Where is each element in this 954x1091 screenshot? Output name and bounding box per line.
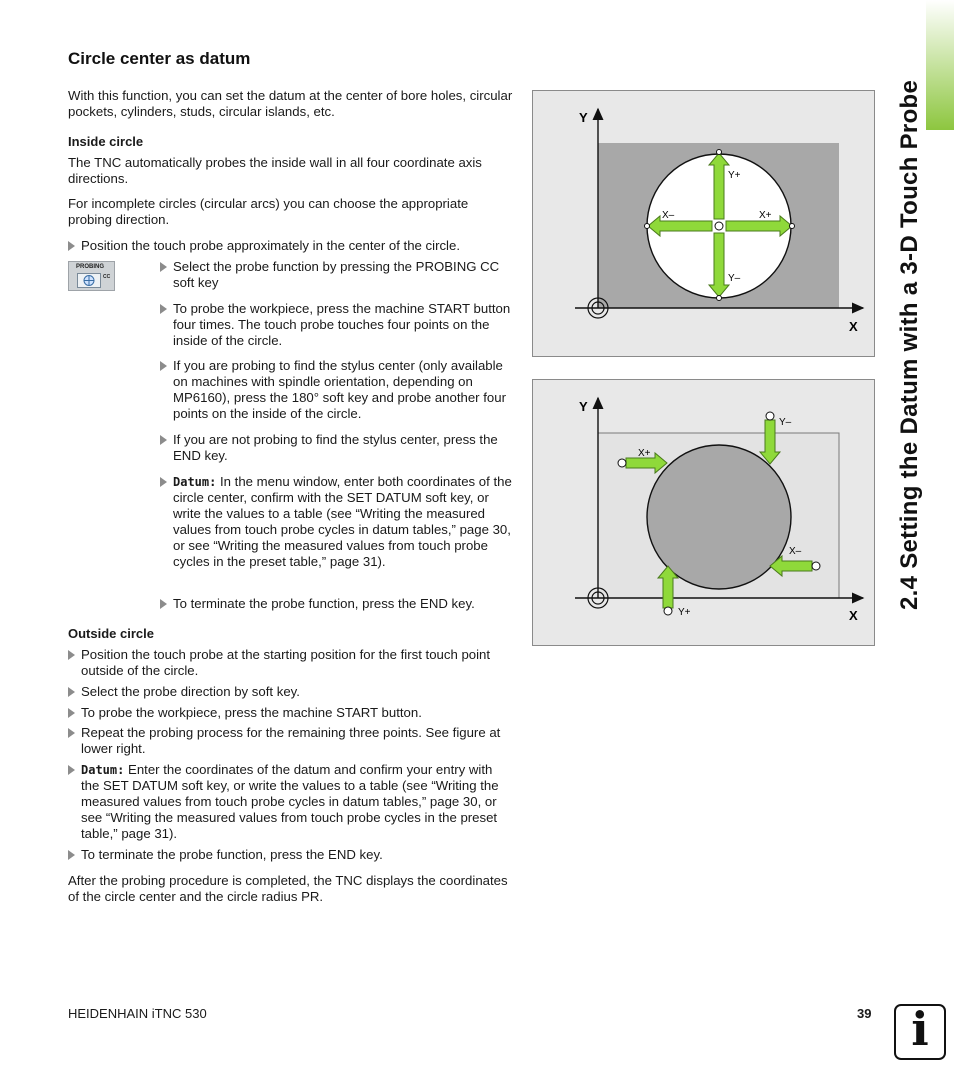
intro-paragraph: With this function, you can set the datum at the center of bore holes, circular pockets, cylinders, studs, circular islands, etc. <box>68 88 513 119</box>
softkey-label: PROBING <box>76 264 105 270</box>
bullet-triangle-icon <box>68 241 75 251</box>
bullet-triangle-icon <box>160 304 167 314</box>
axis-x-label: X <box>849 319 858 334</box>
inside-circle-heading: Inside circle <box>68 134 144 149</box>
outside-step-5 <box>68 762 513 842</box>
info-icon <box>894 1004 946 1060</box>
info-icon-glyph: i <box>911 1002 929 1056</box>
label-x-plus: X+ <box>638 448 651 459</box>
datum-code: Datum: <box>81 763 125 777</box>
closing-paragraph: After the probing procedure is completed, the TNC displays the coordinates of the circle center and the circle radius PR. <box>68 873 508 904</box>
outside-step-3 <box>68 705 513 721</box>
softkey-sublabel: CC <box>103 274 111 280</box>
figure-inside-circle <box>532 90 875 357</box>
footer-product: HEIDENHAIN iTNC 530 <box>68 1006 207 1021</box>
inside-para-2: For incomplete circles (circular arcs) you can choose the appropriate probing direction. <box>68 196 469 227</box>
side-chapter-heading <box>866 50 926 610</box>
bullet-triangle-icon <box>160 477 167 487</box>
outside-step-1 <box>68 647 513 679</box>
label-x-minus: X– <box>662 210 675 221</box>
probe-circle-icon <box>77 273 101 288</box>
step-text: If you are probing to find the stylus center (only available on machines with spindle orientation, depending on MP6160), press the 180° soft key and probe another four points on the inside of the circle. <box>173 358 506 421</box>
step-text: If you are not probing to find the stylus center, press the END key. <box>173 432 498 463</box>
axis-y-label: Y <box>579 110 588 125</box>
probe-circle-icon-svg <box>78 274 100 287</box>
bullet-triangle-icon <box>160 599 167 609</box>
bullet-triangle-icon <box>68 850 75 860</box>
chapter-color-tab <box>926 0 954 130</box>
step-text: To probe the workpiece, press the machine START button. <box>81 705 422 720</box>
label-y-minus: Y– <box>728 273 741 284</box>
inside-para-1: The TNC automatically probes the inside wall in all four coordinate axis directions. <box>68 155 482 186</box>
inside-step-select <box>160 259 512 291</box>
bullet-triangle-icon <box>68 765 75 775</box>
step-text: To probe the workpiece, press the machine START button four times. The touch probe touches four points on the inside of the circle. <box>173 301 511 348</box>
datum-code: Datum: <box>173 475 217 489</box>
chapter-color-tab-gradient <box>926 0 954 130</box>
bullet-triangle-icon <box>160 361 167 371</box>
bullet-triangle-icon <box>160 262 167 272</box>
inside-step-datum <box>160 474 512 570</box>
outside-step-4 <box>68 725 513 757</box>
step-text: Select the probe direction by soft key. <box>81 684 300 699</box>
bullet-triangle-icon <box>68 708 75 718</box>
outside-step-6 <box>68 847 513 863</box>
figure-inside-circle-svg <box>533 91 874 356</box>
datum-step-text: In the menu window, enter both coordinates of the circle center, confirm with the SET DATUM soft key, or write the values to a table (see “Writing the measured values from touch probe cycles in datum tables,” page 30, or see “Writing the measured values from touch probe cycles in the preset table,” page 31). <box>173 474 512 569</box>
bullet-triangle-icon <box>68 728 75 738</box>
inside-step-terminate <box>160 596 512 612</box>
bullet-triangle-icon <box>160 435 167 445</box>
axis-y-label: Y <box>579 399 588 414</box>
step-text: To terminate the probe function, press the END key. <box>173 596 475 611</box>
step-text: Position the touch probe at the starting position for the first touch point outside of the circle. <box>81 647 491 678</box>
inside-step-end <box>160 432 512 464</box>
axis-x-label: X <box>849 608 858 623</box>
step-text <box>173 474 512 570</box>
outside-step-2 <box>68 684 513 700</box>
probe-start-point <box>715 222 723 230</box>
label-y-plus: Y+ <box>728 170 741 181</box>
inside-step-stylus-center <box>160 358 512 422</box>
step-text <box>81 762 513 842</box>
datum-step-text: Enter the coordinates of the datum and confirm your entry with the SET DATUM soft key, or write the values to a table (see “Writing the measured values from touch probe cycles in datum tables,” page 30, or see “Writing the measured values from touch probe cycles in the preset table,” page 31). <box>81 762 499 841</box>
step-text: Repeat the probing process for the remaining three points. See figure at lower right. <box>81 725 501 756</box>
label-x-plus: X+ <box>759 210 772 221</box>
inside-step-start <box>160 301 512 349</box>
label-y-plus: Y+ <box>678 607 691 618</box>
probing-cc-softkey <box>68 261 115 291</box>
bullet-triangle-icon <box>68 687 75 697</box>
label-y-minus: Y– <box>779 417 792 428</box>
section-title: Circle center as datum <box>68 49 251 68</box>
step-text: Select the probe function by pressing the PROBING CC soft key <box>173 259 500 290</box>
inside-step-position <box>68 238 513 254</box>
step-text: Position the touch probe approximately in the center of the circle. <box>81 238 460 253</box>
side-chapter-heading-text: 2.4 Setting the Datum with a 3-D Touch Probe <box>896 79 923 610</box>
bullet-triangle-icon <box>68 650 75 660</box>
figure-outside-circle <box>532 379 875 646</box>
outside-circle-heading: Outside circle <box>68 626 154 641</box>
figure-outside-circle-svg <box>533 380 874 645</box>
label-x-minus: X– <box>789 546 802 557</box>
page-number: 39 <box>857 1006 872 1021</box>
step-text: To terminate the probe function, press the END key. <box>81 847 383 862</box>
